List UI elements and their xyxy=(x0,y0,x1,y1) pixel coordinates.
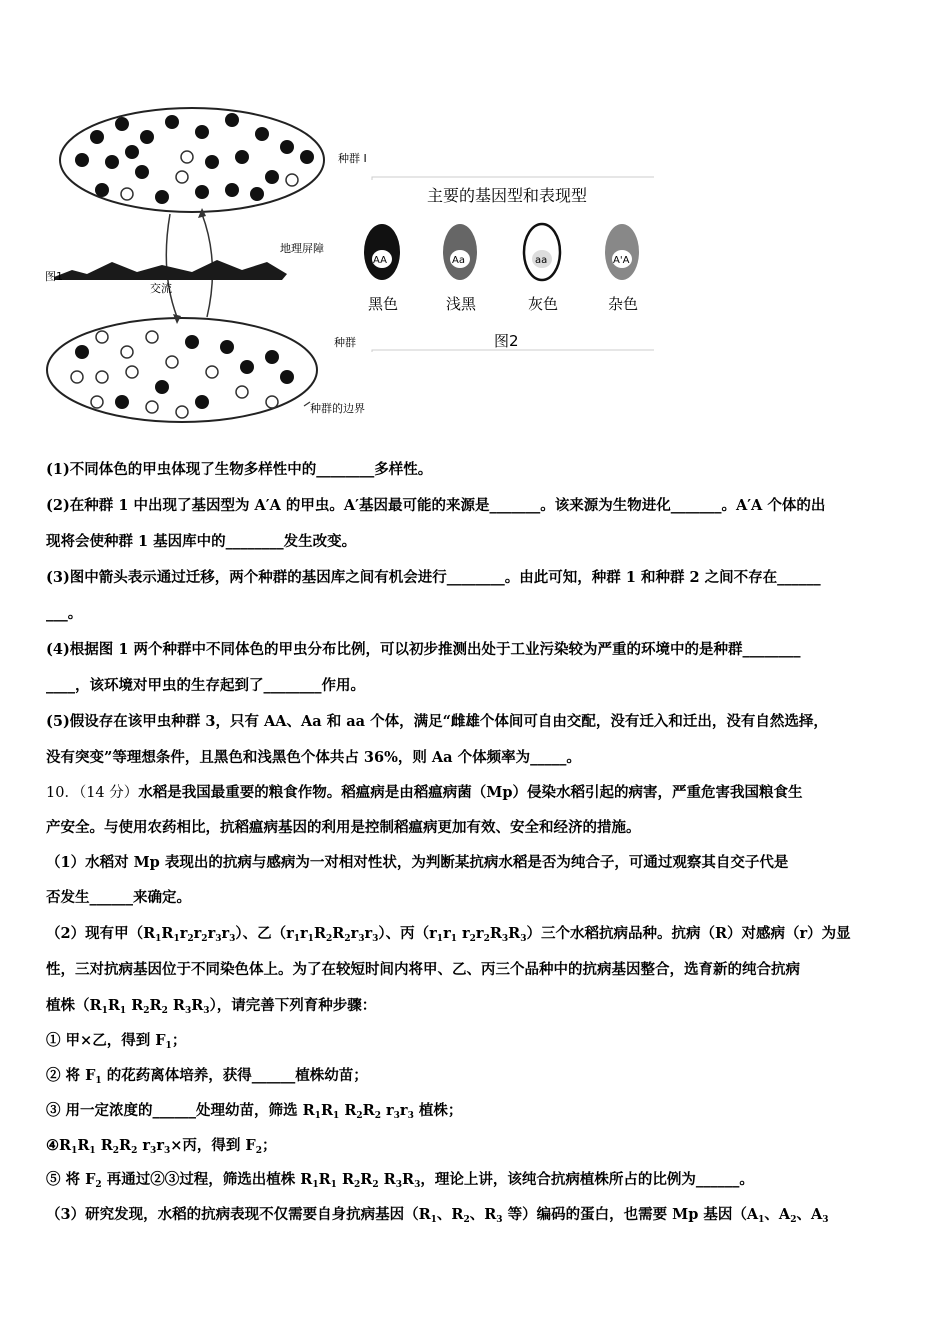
population-2-light-beetles xyxy=(71,331,278,418)
q9-part3b: ___。 xyxy=(46,605,83,622)
fig2-caption: 图2 xyxy=(494,332,519,350)
q10-step4: $④R_1R_1$ $R_2R_2$ $r_3r_3\times$丙，得到 $F_2$； xyxy=(46,1137,277,1156)
phenotype-light-black: 浅黑 xyxy=(446,295,477,313)
svg-text:aa: aa xyxy=(535,255,548,266)
svg-text:Aa: Aa xyxy=(452,255,465,266)
q9-part4b: ____，该环境对甲虫的生存起到了________作用。 xyxy=(46,677,365,694)
exchange-label: 交流 xyxy=(150,282,172,295)
phenotype-black: 黑色 xyxy=(368,295,399,313)
phenotype-mottled: 杂色 xyxy=(608,295,639,313)
q9-part5a: (5)假设存在该甲虫种群 3，只有 AA、Aa 和 aa 个体，满足“雌雄个体间可自由交配，没有迁入和迁出，没有自然选择， xyxy=(46,713,828,730)
fig2-title: 主要的基因型和表现型 xyxy=(427,186,588,205)
svg-text:AA: AA xyxy=(373,255,387,266)
q9-part2a: (2)在种群 1 中出现了基因型为 A′A 的甲虫。A′基因最可能的来源是_______。该来源为生物进化_______。A′A 个体的出 xyxy=(46,497,826,514)
q10-step5: ⑤ 将 $F_2$ 再通过②③过程，筛选出植株 $R_1R_1$ $R_2R_2$ $R_3R_3$，理论上讲，该纯合抗病植株所占的比例为______。 xyxy=(46,1171,754,1190)
beetle-light-black xyxy=(443,224,477,313)
q9-part5b: 没有突变”等理想条件，且黑色和浅黑色个体共占 36%，则 Aa 个体频率为_____。 xyxy=(46,749,581,766)
q10-step1: ① 甲×乙，得到 $F_1$； xyxy=(46,1032,187,1051)
barrier-label: 地理屏障 xyxy=(280,242,324,255)
q10-s2b: 性，三对抗病基因位于不同染色体上。为了在较短时间内将甲、乙、丙三个品种中的抗病基因整合，选育新的纯合抗病 xyxy=(46,961,800,978)
pop1-label: 种群 I xyxy=(338,152,367,165)
arrow-head-up xyxy=(198,208,206,218)
q9-part1: (1)不同体色的甲虫体现了生物多样性中的________多样性。 xyxy=(46,461,433,478)
q10-s1b: 否发生______来确定。 xyxy=(46,889,191,906)
population-1-beetles xyxy=(75,113,314,204)
boundary-label: 种群的边界 xyxy=(310,402,365,415)
fig1-label: 图1 xyxy=(45,270,63,283)
svg-text:A'A: A'A xyxy=(613,255,630,266)
q10-number: 10．（14 分） xyxy=(46,785,139,801)
beetle-black xyxy=(364,224,400,313)
beetle-figure xyxy=(42,102,657,442)
geographic-barrier xyxy=(54,260,287,280)
q9-part4a: (4)根据图 1 两个种群中不同体色的甲虫分布比例，可以初步推测出处于工业污染较为严重的环境中的是种群________ xyxy=(46,641,801,658)
beetle-mottled xyxy=(605,224,639,313)
migration-arrow-down xyxy=(166,214,177,317)
pop2-label: 种群 xyxy=(334,336,356,349)
q9-part3a: (3)图中箭头表示通过迁移，两个种群的基因库之间有机会进行________。由此可知，种群 1 和种群 2 之间不存在______ xyxy=(46,569,821,586)
beetle-gray xyxy=(524,224,560,313)
population-2-beetles xyxy=(75,335,294,409)
q10-s1a: （1）水稻对 Mp 表现出的抗病与感病为一对相对性状，为判断某抗病水稻是否为纯合子，可通过观察其自交子代是 xyxy=(46,854,789,871)
q10-header xyxy=(46,783,802,803)
q10-s3: （3）研究发现，水稻的抗病表现不仅需要自身抗病基因（$R_1$、$R_2$、$R_3$ 等）编码的蛋白，也需要 Mp 基因（$A_1$、$A_2$、$A_3$ xyxy=(46,1206,829,1225)
phenotype-gray: 灰色 xyxy=(528,295,559,313)
q10-intro-b: 产安全。与使用农药相比，抗稻瘟病基因的利用是控制稻瘟病更加有效、安全和经济的措施。 xyxy=(46,819,641,836)
q10-step3: ③ 用一定浓度的______处理幼苗，筛选 $R_1R_1$ $R_2R_2$ $r_3r_3$ 植株； xyxy=(46,1102,463,1121)
q10-s2c: 植株（$R_1R_1$ $R_2R_2$ $R_3R_3$），请完善下列育种步骤： xyxy=(46,997,377,1016)
q10-s2a: （2）现有甲$(R_1R_1r_2r_2r_3r_3)$、乙$(r_1r_1R_2R_2r_3r_3)$、丙（$r_1r_1$ $r_2r_2R_3R_3$）三个水稻抗病品种。抗病（R）对感病（r）为显 xyxy=(46,925,851,944)
q10-intro: 水稻是我国最重要的粮食作物。稻瘟病是由稻瘟病菌（Mp）侵染水稻引起的病害，严重危害我国粮食生 xyxy=(138,784,803,801)
q10-step2: ② 将 $F_1$ 的花药离体培养，获得______植株幼苗； xyxy=(46,1067,368,1086)
q9-part2b: 现将会使种群 1 基因库中的________发生改变。 xyxy=(46,533,357,550)
